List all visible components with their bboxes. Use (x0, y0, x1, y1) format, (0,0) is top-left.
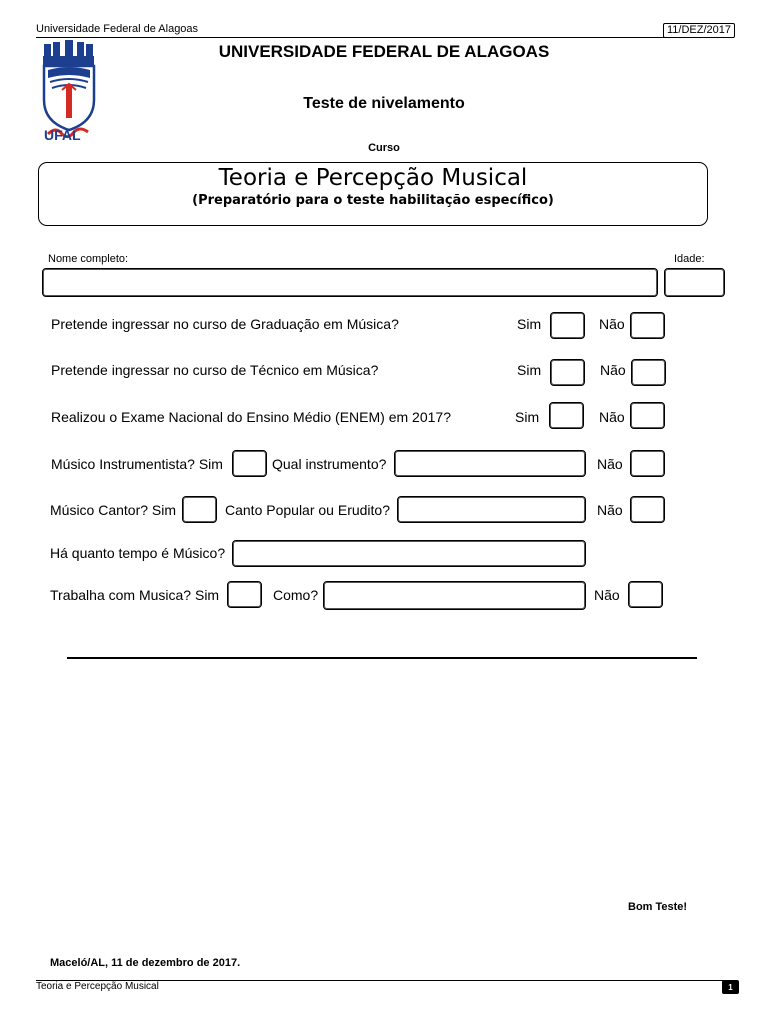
course-subtitle: (Preparatório para o teste habilitação específico) (192, 193, 554, 208)
q3-no-checkbox[interactable] (630, 402, 665, 429)
question-time-as-musician: Há quanto tempo é Músico? (50, 545, 226, 561)
q4-yes-checkbox[interactable] (232, 450, 267, 477)
section-divider (67, 657, 697, 659)
university-title: UNIVERSIDADE FEDERAL DE ALAGOAS (218, 42, 550, 61)
q4-no-label: Não (597, 456, 623, 472)
q7-no-label: Não (594, 587, 620, 603)
question-enem: Realizou o Exame Nacional do Ensino Médio (ENEM) em 2017? (51, 409, 451, 425)
age-field[interactable] (664, 268, 725, 297)
name-label: Nome completo: (48, 253, 129, 265)
age-label: Idade: (674, 253, 705, 265)
time-as-musician-field[interactable] (232, 540, 586, 567)
test-title: Teste de nivelamento (303, 95, 465, 112)
q4-no-checkbox[interactable] (630, 450, 665, 477)
q4-followup-label: Qual instrumento? (272, 456, 387, 472)
q1-yes-checkbox[interactable] (550, 312, 585, 339)
q2-no-label: Não (600, 362, 626, 378)
logo-text: UFAL (44, 127, 81, 143)
q5-followup-label: Canto Popular ou Erudito? (225, 502, 390, 518)
question-works-with-music: Trabalha com Musica? Sim (50, 587, 220, 603)
q5-yes-checkbox[interactable] (182, 496, 217, 523)
header-date: 11/DEZ/2017 (663, 23, 735, 38)
header-divider (36, 37, 734, 38)
q2-yes-checkbox[interactable] (550, 359, 585, 386)
q1-no-label: Não (599, 316, 625, 332)
question-technical: Pretende ingressar no curso de Técnico em Música? (51, 362, 379, 378)
q3-yes-label: Sim (515, 409, 540, 425)
q1-yes-label: Sim (517, 316, 542, 332)
good-luck-text: Bom Teste! (628, 901, 688, 913)
question-graduation: Pretende ingressar no curso de Graduação em Música? (51, 316, 399, 332)
place-date: Maceló/AL, 11 de dezembro de 2017. (50, 957, 241, 969)
q3-no-label: Não (599, 409, 625, 425)
page-number: 1 (722, 980, 739, 994)
question-instrumentalist: Músico Instrumentista? Sim (51, 456, 223, 472)
q2-no-checkbox[interactable] (631, 359, 666, 386)
q5-no-label: Não (597, 502, 623, 518)
how-field[interactable] (323, 581, 586, 610)
q2-yes-label: Sim (517, 362, 542, 378)
q7-yes-checkbox[interactable] (227, 581, 262, 608)
q1-no-checkbox[interactable] (630, 312, 665, 339)
header-institution: Universidade Federal de Alagoas (36, 23, 199, 35)
question-singer: Músico Cantor? Sim (50, 502, 177, 518)
instrument-field[interactable] (394, 450, 586, 477)
q7-no-checkbox[interactable] (628, 581, 663, 608)
q3-yes-checkbox[interactable] (549, 402, 584, 429)
course-name: Teoria e Percepção Musical (218, 165, 528, 191)
singing-style-field[interactable] (397, 496, 586, 523)
q7-followup-label: Como? (273, 587, 319, 603)
full-name-field[interactable] (42, 268, 658, 297)
course-label: Curso (368, 142, 400, 154)
course-box (38, 162, 708, 226)
q5-no-checkbox[interactable] (630, 496, 665, 523)
footer-course: Teoria e Percepção Musical (36, 981, 159, 992)
